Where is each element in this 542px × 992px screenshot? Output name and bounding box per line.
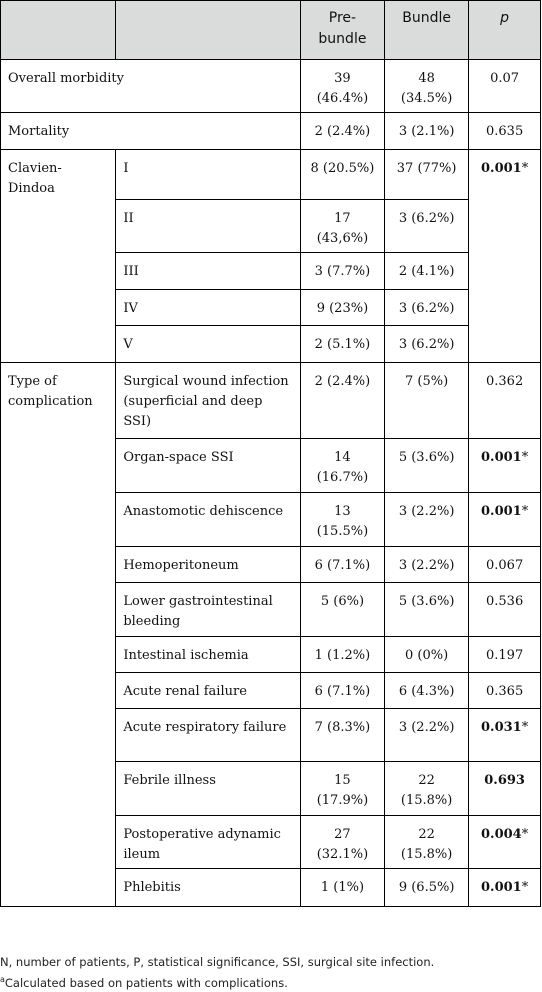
table-row-complication	[1, 816, 541, 869]
bundle-value: 9 (6.5%)	[385, 869, 469, 907]
p-mark: *	[521, 880, 529, 895]
row-label: Clavien-Dindoa	[1, 150, 116, 200]
grade: IV	[116, 290, 301, 326]
p-value	[469, 869, 541, 907]
p-number: 0.197	[486, 648, 524, 663]
row-label: Type of complication	[1, 363, 116, 439]
bundle-value: 0 (0%)	[385, 637, 469, 673]
row-label-empty	[1, 762, 116, 816]
table-row-complication	[1, 583, 541, 637]
bundle-value: 3 (2.1%)	[385, 113, 469, 150]
table-row-clavien-1	[1, 150, 541, 200]
p-number: 0.067	[486, 558, 524, 573]
pre-value: 2 (2.4%)	[300, 113, 384, 150]
footnote-a-mark: a	[0, 975, 5, 984]
table-row-complication	[1, 547, 541, 583]
p-mark: *	[521, 504, 529, 519]
p-number: 0.693	[484, 773, 525, 788]
row-label-empty	[1, 493, 116, 547]
complication-name: Febrile illness	[116, 762, 301, 816]
p-number: 0.362	[486, 374, 524, 389]
grade: V	[116, 326, 301, 363]
p-value	[469, 439, 541, 493]
table-row-complication	[1, 363, 541, 439]
row-label-empty	[1, 583, 116, 637]
table-row-clavien-5	[1, 326, 541, 363]
bundle-value: 3 (6.2%)	[385, 326, 469, 363]
table-row-complication	[1, 762, 541, 816]
bundle-value: 3 (6.2%)	[385, 200, 469, 253]
bundle-value: 3 (2.2%)	[385, 709, 469, 762]
p-value	[469, 150, 541, 363]
table-row-complication	[1, 709, 541, 762]
pre-value: 6 (7.1%)	[300, 673, 384, 709]
header-empty-2	[116, 1, 301, 60]
pre-value: 9 (23%)	[300, 290, 384, 326]
bundle-value: 5 (3.6%)	[385, 439, 469, 493]
footnote-a-text: Calculated based on patients with complications.	[4, 975, 288, 990]
pre-value: 39 (46.4%)	[300, 60, 384, 113]
p-value	[469, 762, 541, 816]
bundle-value: 22 (15.8%)	[385, 762, 469, 816]
complication-name: Lower gastrointestinal bleeding	[116, 583, 301, 637]
complication-name: Acute renal failure	[116, 673, 301, 709]
bundle-value: 37 (77%)	[385, 150, 469, 200]
p-mark: *	[521, 161, 529, 176]
p-value	[469, 493, 541, 547]
complication-name: Intestinal ischemia	[116, 637, 301, 673]
pre-value: 7 (8.3%)	[300, 709, 384, 762]
grade: II	[116, 200, 301, 253]
grade: I	[116, 150, 301, 200]
p-value	[469, 816, 541, 869]
header-empty-1	[1, 1, 116, 60]
p-number: 0.004	[481, 827, 522, 842]
complication-name: Anastomotic dehiscence	[116, 493, 301, 547]
bundle-value: 6 (4.3%)	[385, 673, 469, 709]
row-label-empty	[1, 253, 116, 290]
row-label-empty	[1, 326, 116, 363]
footnote-abbreviations: N, number of patients, P, statistical significance, SSI, surgical site infection.	[0, 955, 435, 969]
pre-value: 13 (15.5%)	[300, 493, 384, 547]
p-value	[469, 673, 541, 709]
p-mark: *	[521, 720, 529, 735]
row-label-empty	[1, 816, 116, 869]
grade: III	[116, 253, 301, 290]
pre-value: 3 (7.7%)	[300, 253, 384, 290]
p-number: 0.001	[481, 880, 522, 895]
pre-value: 5 (6%)	[300, 583, 384, 637]
complication-name: Postoperative adynamic ileum	[116, 816, 301, 869]
p-value: 0.635	[469, 113, 541, 150]
table-row-complication	[1, 637, 541, 673]
table-row-clavien-4	[1, 290, 541, 326]
bundle-value: 48 (34.5%)	[385, 60, 469, 113]
row-label-empty	[1, 637, 116, 673]
bundle-value: 2 (4.1%)	[385, 253, 469, 290]
p-number: 0.001	[481, 161, 522, 176]
pre-value: 1 (1.2%)	[300, 637, 384, 673]
row-label-empty	[1, 200, 116, 253]
p-mark: *	[521, 827, 529, 842]
complication-name: Acute respiratory failure	[116, 709, 301, 762]
pre-value: 27 (32.1%)	[300, 816, 384, 869]
table-row-overall	[1, 60, 541, 113]
row-label: Mortality	[1, 113, 301, 150]
p-value	[469, 709, 541, 762]
header-bundle: Bundle	[385, 1, 469, 60]
header-row	[1, 1, 541, 60]
table-row-complication	[1, 673, 541, 709]
p-value	[469, 583, 541, 637]
p-number: 0.365	[486, 684, 524, 699]
bundle-value: 5 (3.6%)	[385, 583, 469, 637]
pre-value: 14 (16.7%)	[300, 439, 384, 493]
p-value	[469, 363, 541, 439]
header-pre-bundle: Pre-bundle	[300, 1, 384, 60]
p-value	[469, 637, 541, 673]
footnote-a	[0, 971, 434, 992]
row-label-empty	[1, 439, 116, 493]
table-footnotes	[0, 953, 434, 992]
p-number: 0.001	[481, 450, 522, 465]
complication-section	[1, 363, 541, 907]
p-value	[469, 547, 541, 583]
row-label: Overall morbidity	[1, 60, 301, 113]
row-label-empty	[1, 547, 116, 583]
row-label-empty	[1, 709, 116, 762]
bundle-value: 3 (6.2%)	[385, 290, 469, 326]
table-row-clavien-2	[1, 200, 541, 253]
pre-value: 2 (2.4%)	[300, 363, 384, 439]
complication-name: Organ-space SSI	[116, 439, 301, 493]
bundle-value: 22 (15.8%)	[385, 816, 469, 869]
pre-value: 1 (1%)	[300, 869, 384, 907]
pre-value: 2 (5.1%)	[300, 326, 384, 363]
p-number: 0.031	[481, 720, 522, 735]
p-value: 0.07	[469, 60, 541, 113]
complication-name: Hemoperitoneum	[116, 547, 301, 583]
bundle-value: 7 (5%)	[385, 363, 469, 439]
table-row-complication	[1, 493, 541, 547]
table-row-complication	[1, 869, 541, 907]
pre-value: 8 (20.5%)	[300, 150, 384, 200]
table-row-complication	[1, 439, 541, 493]
row-label-empty	[1, 673, 116, 709]
complication-name: Surgical wound infection (superficial and deep SSI)	[116, 363, 301, 439]
row-label-empty	[1, 290, 116, 326]
p-number: 0.536	[486, 594, 524, 609]
p-number: 0.001	[481, 504, 522, 519]
header-p: p	[469, 1, 541, 60]
complication-name: Phlebitis	[116, 869, 301, 907]
pre-value: 6 (7.1%)	[300, 547, 384, 583]
table-row-mortality	[1, 113, 541, 150]
pre-value: 17 (43,6%)	[300, 200, 384, 253]
bundle-value: 3 (2.2%)	[385, 547, 469, 583]
table-row-clavien-3	[1, 253, 541, 290]
row-label-empty	[1, 869, 116, 907]
pre-value: 15 (17.9%)	[300, 762, 384, 816]
p-mark: *	[521, 450, 529, 465]
bundle-value: 3 (2.2%)	[385, 493, 469, 547]
